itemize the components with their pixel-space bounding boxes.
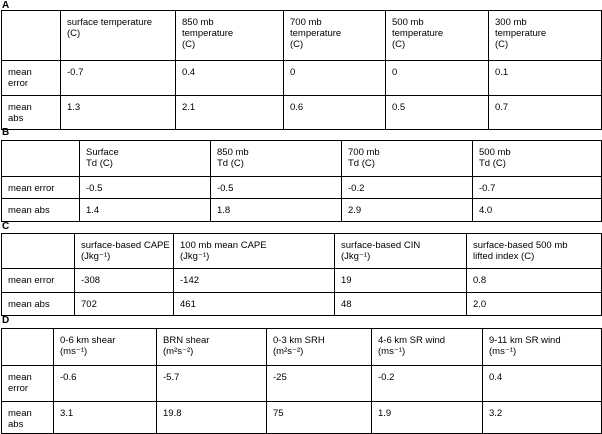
table-cell: 0.4 bbox=[176, 61, 284, 96]
column-header: surface-based CAPE (Jkg⁻¹) bbox=[75, 234, 174, 269]
table-row bbox=[2, 96, 602, 130]
table-row bbox=[2, 11, 602, 61]
table-row bbox=[2, 141, 602, 177]
table-cell: 19 bbox=[335, 269, 467, 293]
table-cell: -0.6 bbox=[54, 366, 157, 402]
column-header: 0-6 km shear (ms⁻¹) bbox=[54, 329, 157, 366]
table-cell bbox=[2, 141, 80, 177]
column-header: 700 mb temperature (C) bbox=[284, 11, 386, 61]
row-header: mean abs bbox=[2, 96, 61, 130]
table-cell: 0.1 bbox=[489, 61, 602, 96]
table-c bbox=[1, 233, 602, 316]
table-cell: 1.9 bbox=[372, 402, 483, 434]
table-d-label: D bbox=[2, 315, 10, 326]
table-cell: 2.9 bbox=[342, 199, 473, 222]
column-header: 9-11 km SR wind (ms⁻¹) bbox=[483, 329, 602, 366]
table-cell: 0 bbox=[386, 61, 489, 96]
column-header: surface-based 500 mb lifted index (C) bbox=[467, 234, 602, 269]
column-header: 300 mb temperature (C) bbox=[489, 11, 602, 61]
table-cell: -308 bbox=[75, 269, 174, 293]
column-header: surface-based CIN (Jkg⁻¹) bbox=[335, 234, 467, 269]
table-b-label: B bbox=[2, 127, 10, 138]
table-c-label: C bbox=[2, 221, 10, 232]
table-cell: -0.7 bbox=[473, 177, 602, 199]
table-d bbox=[1, 328, 602, 434]
table-cell bbox=[2, 11, 61, 61]
row-header: mean abs bbox=[2, 199, 80, 222]
row-header: mean abs bbox=[2, 402, 54, 434]
table-cell: 0 bbox=[284, 61, 386, 96]
table-cell: -0.5 bbox=[211, 177, 342, 199]
table-cell: 0.7 bbox=[489, 96, 602, 130]
table-cell: 0.6 bbox=[284, 96, 386, 130]
row-header: mean error bbox=[2, 61, 61, 96]
table-row bbox=[2, 402, 602, 434]
table-cell: 2.0 bbox=[467, 293, 602, 316]
table-row bbox=[2, 61, 602, 96]
table-row bbox=[2, 199, 602, 222]
table-cell: -5.7 bbox=[157, 366, 267, 402]
table-row bbox=[2, 177, 602, 199]
table-a-label: A bbox=[2, 0, 10, 11]
row-header: mean error bbox=[2, 269, 75, 293]
table-cell: -0.7 bbox=[61, 61, 176, 96]
table-cell: 48 bbox=[335, 293, 467, 316]
column-header: 0-3 km SRH (m²s⁻²) bbox=[267, 329, 372, 366]
table-cell: 1.3 bbox=[61, 96, 176, 130]
column-header: 850 mb Td (C) bbox=[211, 141, 342, 177]
table-cell bbox=[2, 234, 75, 269]
table-row bbox=[2, 269, 602, 293]
table-cell: 3.2 bbox=[483, 402, 602, 434]
row-header: mean error bbox=[2, 177, 80, 199]
row-header: mean error bbox=[2, 366, 54, 402]
table-cell: 2.1 bbox=[176, 96, 284, 130]
table-cell: 75 bbox=[267, 402, 372, 434]
table-row bbox=[2, 366, 602, 402]
column-header: 500 mb temperature (C) bbox=[386, 11, 489, 61]
table-cell: -25 bbox=[267, 366, 372, 402]
column-header: 500 mb Td (C) bbox=[473, 141, 602, 177]
column-header: 100 mb mean CAPE (Jkg⁻¹) bbox=[174, 234, 335, 269]
table-cell: 4.0 bbox=[473, 199, 602, 222]
table-cell: 1.4 bbox=[80, 199, 211, 222]
column-header: surface temperature (C) bbox=[61, 11, 176, 61]
table-cell: -0.2 bbox=[372, 366, 483, 402]
table-cell: -0.2 bbox=[342, 177, 473, 199]
table-cell: -142 bbox=[174, 269, 335, 293]
table-row bbox=[2, 234, 602, 269]
table-cell: 3.1 bbox=[54, 402, 157, 434]
table-a bbox=[1, 10, 602, 130]
table-cell bbox=[2, 329, 54, 366]
column-header: 700 mb Td (C) bbox=[342, 141, 473, 177]
column-header: 850 mb temperature (C) bbox=[176, 11, 284, 61]
table-cell: 0.4 bbox=[483, 366, 602, 402]
table-row bbox=[2, 329, 602, 366]
table-cell: -0.5 bbox=[80, 177, 211, 199]
table-cell: 19.8 bbox=[157, 402, 267, 434]
table-cell: 0.5 bbox=[386, 96, 489, 130]
table-cell: 461 bbox=[174, 293, 335, 316]
table-b bbox=[1, 140, 602, 222]
column-header: Surface Td (C) bbox=[80, 141, 211, 177]
table-cell: 0.8 bbox=[467, 269, 602, 293]
table-cell: 702 bbox=[75, 293, 174, 316]
row-header: mean abs bbox=[2, 293, 75, 316]
table-row bbox=[2, 293, 602, 316]
table-cell: 1.8 bbox=[211, 199, 342, 222]
column-header: BRN shear (m²s⁻²) bbox=[157, 329, 267, 366]
column-header: 4-6 km SR wind (ms⁻¹) bbox=[372, 329, 483, 366]
